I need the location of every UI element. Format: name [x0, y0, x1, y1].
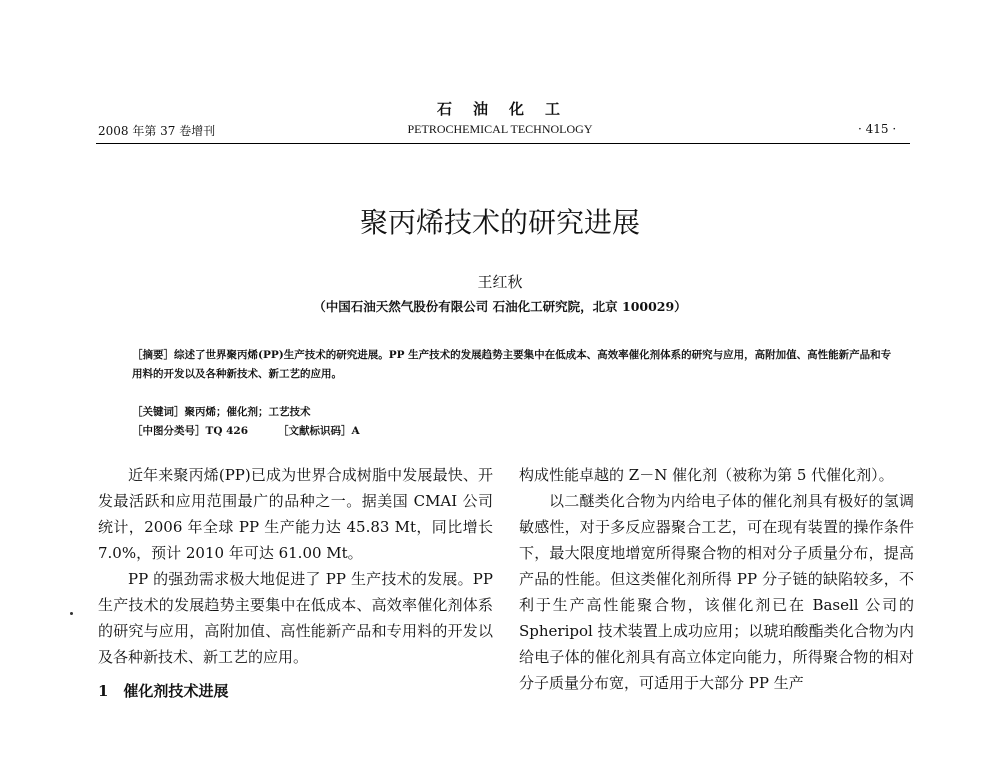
body-right-column [519, 462, 914, 696]
issue-info: 2008 年第 37 卷增刊 [98, 124, 216, 138]
body-paragraph-continuation: 构成性能卓越的 Z－N 催化剂（被称为第 5 代催化剂）。 [519, 466, 894, 484]
body-paragraph: 以二醚类化合物为内给电子体的催化剂具有极好的氢调敏感性，对于多反应器聚合工艺，可在现有装置的操作条件下，最大限度地增宽所得聚合物的相对分子质量分布，提高产品的性能。但这类催化剂所得 PP 分子链的缺陷较多，不利于生产高性能聚合物，该催化剂已在 Basell 公司的 Spheripol 技术装置上成功应用；以琥珀酸酯类化合物为内给电子体的催化剂具有高立体定向能力，所得聚合物的相对分子质量分布宽，可适用于大部分 PP 生产 [519, 492, 914, 692]
page-number: · 415 · [858, 122, 897, 136]
section-heading: 1 催化剂技术进展 [98, 682, 229, 700]
body-paragraph: 近年来聚丙烯(PP)已成为世界合成树脂中发展最快、开发最活跃和应用范围最广的品种之一。据美国 CMAI 公司统计，2006 年全球 PP 生产能力达 45.83 Mt，同比增长 7.0%，预计 2010 年可达 61.00 Mt。 [98, 466, 493, 562]
header-rule [96, 143, 910, 144]
classification-number: ［中图分类号］TQ 426 [132, 425, 249, 437]
keywords: ［关键词］聚丙烯；催化剂；工艺技术 [132, 406, 311, 418]
journal-name-english: PETROCHEMICAL TECHNOLOGY [407, 122, 593, 136]
affiliation: （中国石油天然气股份有限公司 石油化工研究院，北京 100029） [313, 299, 687, 314]
journal-name-chinese: 石 油 化 工 [436, 100, 563, 118]
article-title: 聚丙烯技术的研究进展 [359, 206, 640, 239]
scan-mark [70, 612, 73, 615]
abstract: ［摘要］综述了世界聚丙烯(PP)生产技术的研究进展。PP 生产技术的发展趋势主要集中在低成本、高效率催化剂体系的研究与应用，高附加值、高性能新产品和专用料的开发以及各种新技术、新工艺的应用。 [132, 349, 892, 380]
classification-line [132, 422, 892, 441]
body-left-column [98, 462, 493, 704]
body-paragraph: PP 的强劲需求极大地促进了 PP 生产技术的发展。PP 生产技术的发展趋势主要集中在低成本、高效率催化剂体系的研究与应用，高附加值、高性能新产品和专用料的开发以及各种新技术、新工艺的应用。 [98, 570, 493, 666]
document-code: ［文献标识码］A [278, 425, 360, 437]
author: 王红秋 [477, 273, 523, 291]
